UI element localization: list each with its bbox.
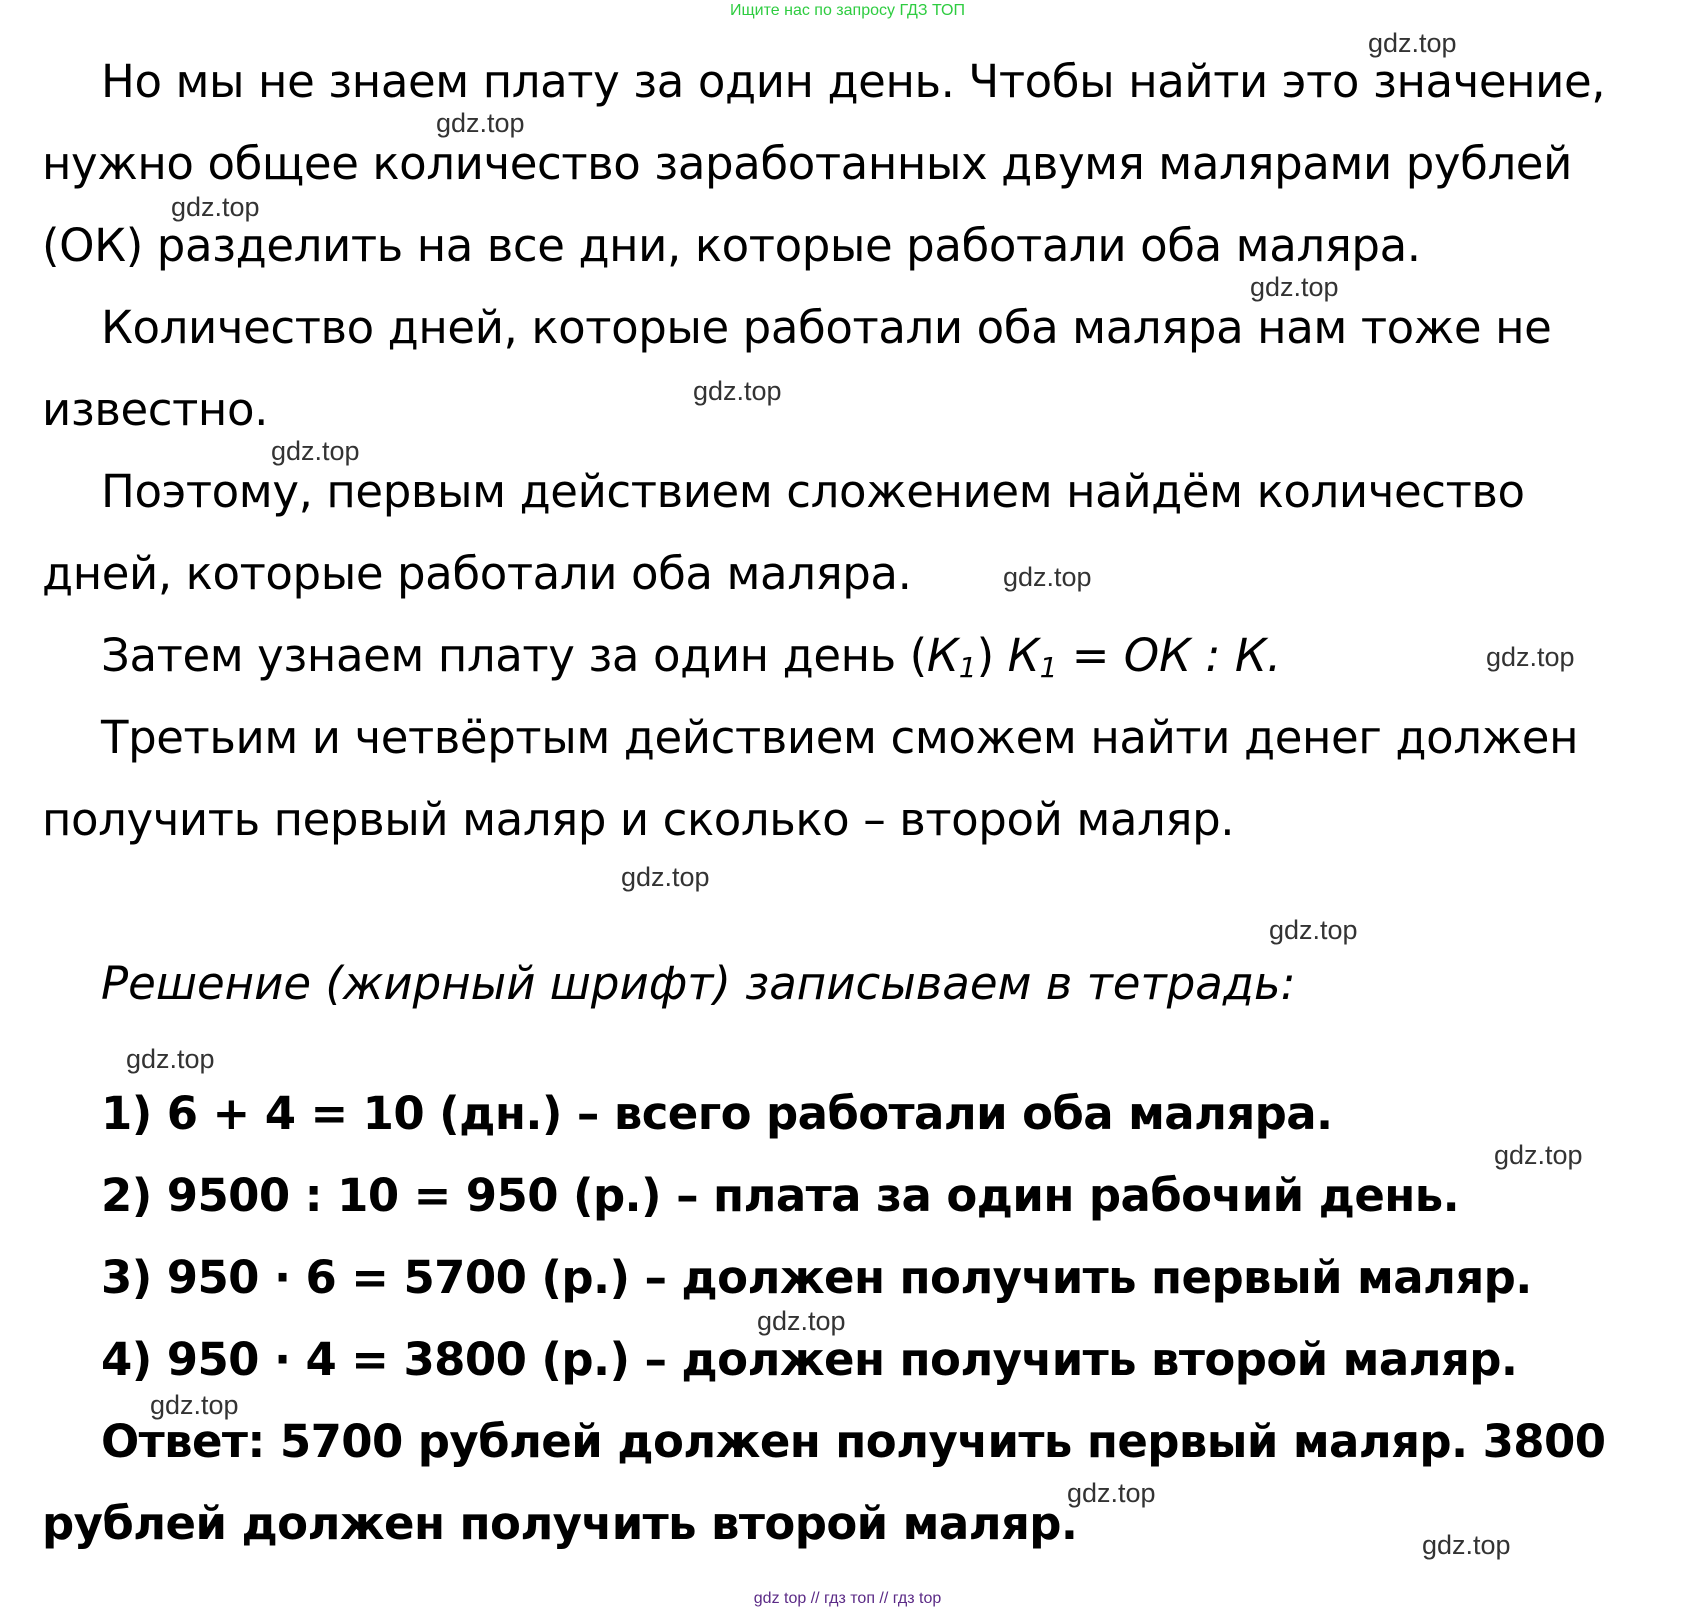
solution-step-3: 3) 950 · 6 = 5700 (р.) – должен получить первый маляр. — [101, 1251, 1532, 1304]
watermark: gdz.top — [1003, 562, 1092, 592]
paragraph-5-line-1: Третьим и четвёртым действием сможем найти денег должен — [101, 711, 1579, 764]
paragraph-1-line-2: нужно общее количество заработанных двумя малярами рублей — [42, 137, 1572, 190]
footer-links: gdz top // гдз топ // гдз top — [753, 1590, 942, 1607]
solution-heading: Решение (жирный шрифт) записываем в тетрадь: — [101, 957, 1296, 1010]
paragraph-4-formula-line — [101, 630, 1281, 682]
paragraph-4-text: Затем узнаем плату за один день ( — [101, 629, 927, 682]
watermark: gdz.top — [1269, 915, 1358, 945]
top-banner: Ищите нас по запросу ГДЗ ТОП — [730, 2, 965, 19]
formula-close-paren: ) — [976, 629, 994, 682]
watermark: gdz.top — [150, 1390, 239, 1420]
paragraph-5-line-2: получить первый маляр и сколько – второй маляр. — [42, 793, 1235, 846]
solution-step-2: 2) 9500 : 10 = 950 (р.) – плата за один рабочий день. — [101, 1169, 1460, 1222]
watermark: gdz.top — [1494, 1140, 1583, 1170]
watermark: gdz.top — [271, 436, 360, 466]
solution-step-1: 1) 6 + 4 = 10 (дн.) – всего работали оба маляра. — [101, 1087, 1333, 1140]
watermark: gdz.top — [126, 1044, 215, 1074]
formula-expression: = ОК : К. — [1057, 629, 1282, 682]
paragraph-3-line-1: Поэтому, первым действием сложением найдём количество — [101, 465, 1525, 518]
watermark: gdz.top — [1067, 1478, 1156, 1508]
solution-step-4: 4) 950 · 4 = 3800 (р.) – должен получить второй маляр. — [101, 1333, 1518, 1386]
formula-k1-subscript: 1 — [1039, 651, 1058, 684]
watermark: gdz.top — [1486, 642, 1575, 672]
formula-k-symbol: К — [926, 629, 959, 682]
paragraph-1-line-3: (ОК) разделить на все дни, которые работали оба маляра. — [42, 219, 1421, 272]
answer-line-2: рублей должен получить второй маляр. — [42, 1497, 1078, 1550]
paragraph-2-line-1: Количество дней, которые работали оба маляра нам тоже не — [101, 301, 1552, 354]
answer-line-1: Ответ: 5700 рублей должен получить первый маляр. 3800 — [101, 1415, 1606, 1468]
formula-k-subscript: 1 — [958, 651, 977, 684]
watermark: gdz.top — [1368, 28, 1457, 58]
watermark: gdz.top — [1250, 272, 1339, 302]
paragraph-1-line-1: Но мы не знаем плату за один день. Чтобы найти это значение, — [101, 55, 1606, 108]
watermark: gdz.top — [171, 192, 260, 222]
watermark: gdz.top — [693, 376, 782, 406]
paragraph-2-line-2: известно. — [42, 383, 268, 436]
watermark: gdz.top — [436, 108, 525, 138]
watermark: gdz.top — [1422, 1530, 1511, 1560]
watermark: gdz.top — [621, 862, 710, 892]
paragraph-3-line-2: дней, которые работали оба маляра. — [42, 547, 912, 600]
formula-k1-symbol: К — [1007, 629, 1040, 682]
watermark: gdz.top — [757, 1306, 846, 1336]
